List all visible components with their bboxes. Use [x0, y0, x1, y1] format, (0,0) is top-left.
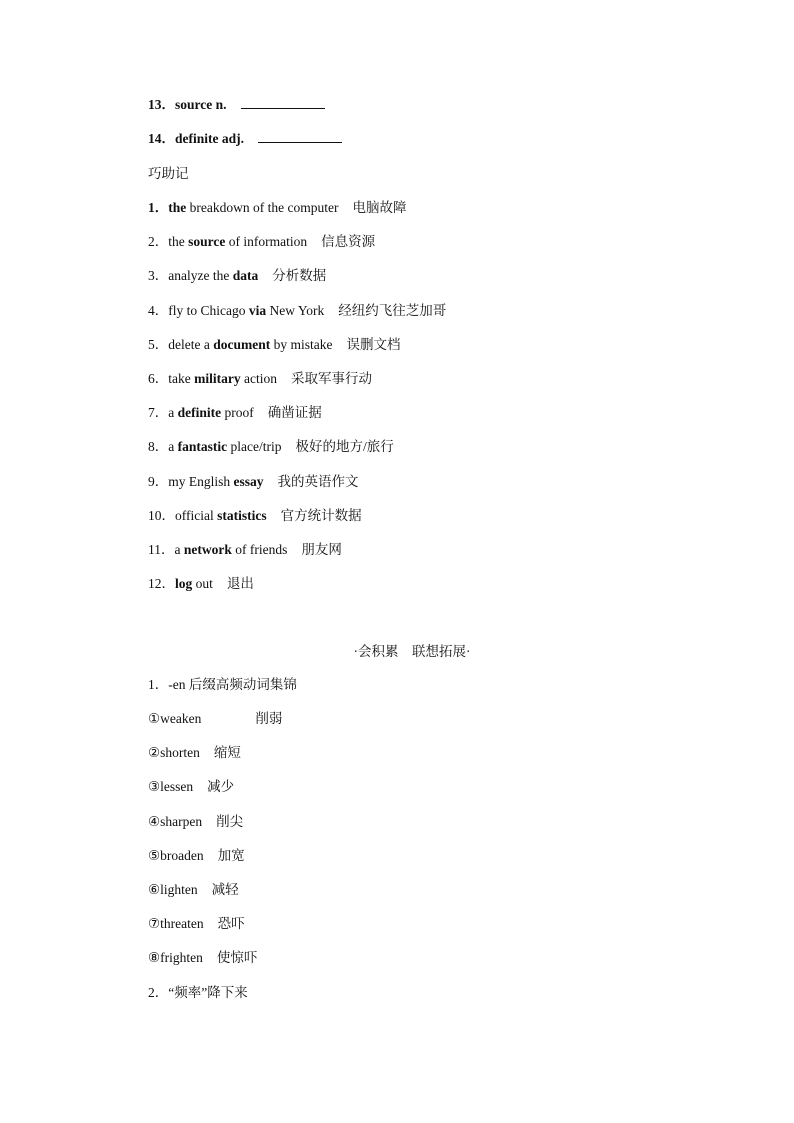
en-verb-row — [148, 949, 257, 967]
phrase-pre: delete a — [168, 337, 214, 352]
phrase-number: 2． — [148, 234, 169, 249]
phrase-translation: 采取军事行动 — [291, 371, 372, 386]
phrase-keyword: via — [248, 303, 267, 318]
phrase-row — [148, 199, 406, 217]
en-verb-translation: 削尖 — [216, 814, 244, 829]
phrase-keyword: statistics — [217, 508, 267, 523]
en-verb: ⑤broaden — [148, 848, 204, 863]
phrase-keyword: essay — [233, 474, 264, 489]
phrase-post: of friends — [231, 542, 288, 557]
phrase-row — [148, 438, 394, 456]
en-verb-row — [148, 813, 243, 831]
phrase-number: 8． — [148, 439, 169, 454]
phrase-translation: 分析数据 — [272, 268, 327, 283]
phrase-post: proof — [221, 405, 254, 420]
phrase-translation: 确凿证据 — [267, 405, 322, 420]
phrase-keyword: fantastic — [177, 439, 228, 454]
en-verb-translation: 使惊吓 — [216, 950, 258, 965]
phrase-keyword: military — [194, 371, 241, 386]
phrase-row — [148, 507, 362, 525]
phrase-post: breakdown of the computer — [186, 200, 339, 215]
phrase-row — [148, 473, 359, 491]
en-verb: ③lessen — [148, 779, 194, 794]
question-number: 13． — [148, 97, 175, 112]
memory-tip-heading: 巧助记 — [148, 166, 189, 181]
en-verb-row — [148, 881, 239, 899]
phrase-pre: a — [168, 439, 178, 454]
phrase-translation: 电脑故障 — [352, 200, 407, 215]
question-word: definite adj. — [175, 131, 244, 146]
phrase-post: place/trip — [227, 439, 282, 454]
phrase-number: 9． — [148, 474, 169, 489]
en-verb-translation: 减少 — [207, 779, 235, 794]
phrase-keyword: definite — [177, 405, 222, 420]
vocab-question-13 — [148, 96, 325, 114]
phrase-translation: 我的英语作文 — [277, 474, 359, 489]
phrase-translation: 极好的地方/旅行 — [295, 439, 394, 454]
phrase-keyword: the — [168, 200, 187, 215]
phrase-translation: 信息资源 — [321, 234, 376, 249]
phrase-post: New York — [266, 303, 325, 318]
en-verb: ⑥lighten — [148, 882, 198, 897]
phrase-post: out — [192, 576, 213, 591]
en-verb-translation: 缩短 — [213, 745, 241, 760]
phrase-number: 1． — [148, 200, 169, 215]
phrase-number: 10． — [148, 508, 175, 523]
phrase-number: 12． — [148, 576, 175, 591]
en-verb: ⑦threaten — [148, 916, 204, 931]
phrase-pre: take — [168, 371, 195, 386]
en-suffix-heading: 1．-en 后缀高频动词集锦 — [148, 677, 297, 692]
question-number: 14． — [148, 131, 175, 146]
en-verb-row — [148, 744, 241, 762]
phrase-translation: 官方统计数据 — [280, 508, 362, 523]
phrase-number: 4． — [148, 303, 169, 318]
phrase-pre: my English — [168, 474, 234, 489]
phrase-row — [148, 267, 326, 285]
phrase-keyword: data — [232, 268, 259, 283]
phrase-pre: fly to Chicago — [168, 303, 249, 318]
phrase-row — [148, 370, 372, 388]
phrase-keyword: document — [213, 337, 271, 352]
phrase-pre: a — [174, 542, 184, 557]
phrase-translation: 经纽约飞往芝加哥 — [338, 303, 447, 318]
en-verb-row — [148, 915, 245, 933]
phrase-row — [148, 336, 400, 354]
phrase-post: of information — [225, 234, 308, 249]
en-verb: ①weaken — [148, 711, 202, 726]
question-word: source n. — [175, 97, 227, 112]
phrase-row — [148, 575, 254, 593]
phrase-number: 3． — [148, 268, 169, 283]
answer-blank[interactable] — [241, 96, 325, 109]
phrase-row — [148, 233, 375, 251]
en-verb-translation: 恐吓 — [217, 916, 245, 931]
phrase-row — [148, 404, 322, 422]
phrase-pre: the — [168, 234, 189, 249]
phrase-keyword: source — [188, 234, 226, 249]
phrase-post: by mistake — [270, 337, 333, 352]
en-verb: ④sharpen — [148, 814, 203, 829]
phrase-translation: 误删文档 — [346, 337, 401, 352]
phrase-pre: official — [175, 508, 218, 523]
phrase-translation: 朋友网 — [301, 542, 342, 557]
en-verb-translation: 削弱 — [255, 711, 283, 726]
phrase-post: action — [240, 371, 277, 386]
en-verb-row — [148, 710, 282, 728]
phrase-row — [148, 541, 342, 559]
phrase-keyword: network — [183, 542, 232, 557]
phrase-number: 7． — [148, 405, 169, 420]
en-verb: ②shorten — [148, 745, 200, 760]
phrase-translation: 退出 — [226, 576, 254, 591]
en-verb: ⑧frighten — [148, 950, 203, 965]
phrase-row — [148, 302, 446, 320]
phrase-number: 6． — [148, 371, 169, 386]
phrase-number: 11． — [148, 542, 175, 557]
phrase-pre: a — [168, 405, 178, 420]
en-verb-row — [148, 778, 234, 796]
section-title: ·会积累 联想拓展· — [353, 644, 471, 659]
frequency-heading: 2．“频率”降下来 — [148, 985, 248, 1000]
en-verb-translation: 减轻 — [211, 882, 239, 897]
en-verb-row — [148, 847, 245, 865]
phrase-number: 5． — [148, 337, 169, 352]
en-verb-translation: 加宽 — [217, 848, 245, 863]
vocab-question-14 — [148, 130, 342, 148]
phrase-keyword: log — [175, 576, 193, 591]
phrase-pre: analyze the — [168, 268, 233, 283]
answer-blank[interactable] — [258, 130, 342, 143]
